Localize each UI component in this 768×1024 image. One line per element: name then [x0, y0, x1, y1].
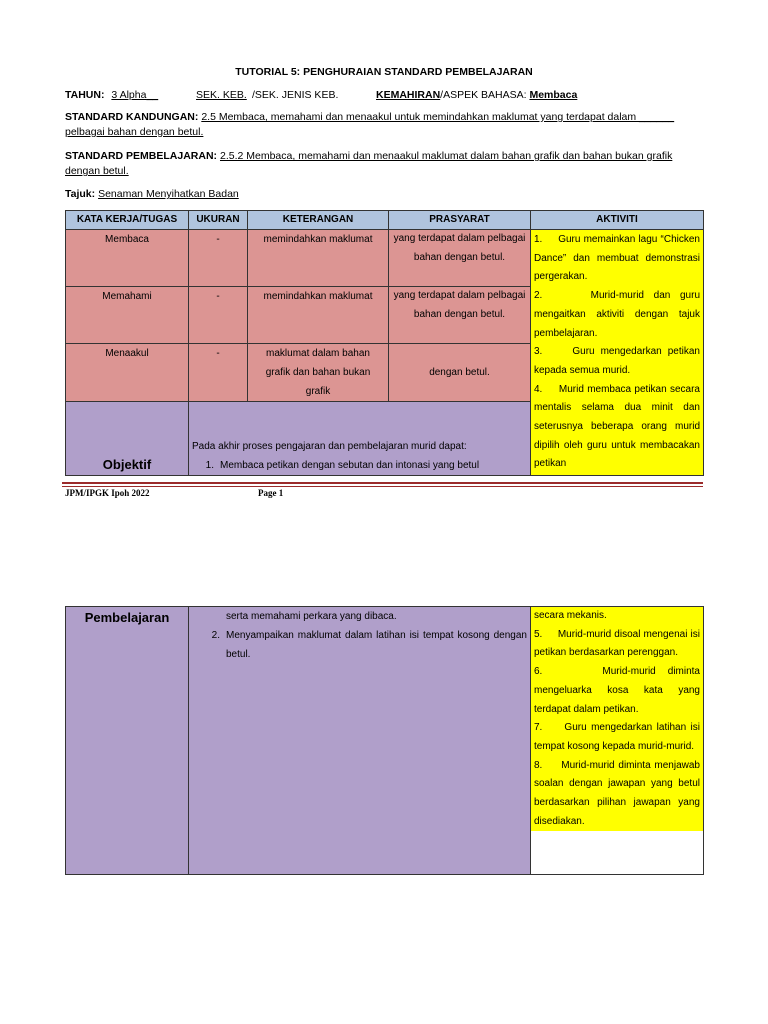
document-title: TUTORIAL 5: PENGHURAIAN STANDARD PEMBELAJARAN — [235, 66, 533, 78]
aktiviti-item: 7. Guru mengedarkan latihan isi tempat kosong kepada murid-murid. — [534, 722, 700, 752]
header-keterangan: KETERANGAN — [248, 211, 389, 230]
aktiviti-item: 3. Guru mengedarkan petikan kepada semua murid. — [534, 346, 700, 376]
sk-label: STANDARD KANDUNGAN: — [65, 111, 199, 123]
prasyarat-cell: yang terdapat dalam pelbagai bahan dengan betul. — [389, 230, 531, 287]
tahun-label: TAHUN: — [65, 89, 105, 101]
table-row — [66, 230, 704, 287]
table-row — [66, 607, 704, 875]
tahun-line — [65, 88, 705, 103]
objektif-continued: serta memahami perkara yang dibaca. — [226, 611, 397, 622]
kata-cell: Memahami — [66, 287, 189, 344]
aktiviti-item: 5. Murid-murid disoal mengenai isi petikan berdasarkan perenggan. — [534, 628, 700, 659]
tajuk-value: Senaman Menyihatkan Badan — [98, 188, 239, 200]
tahun-blank: __ — [146, 89, 159, 101]
aktiviti-item: secara mekanis. — [534, 610, 607, 621]
kata-cell: Membaca — [66, 230, 189, 287]
lesson-table — [65, 210, 704, 476]
header-aktiviti: AKTIVITI — [531, 211, 704, 230]
objektif-cell — [189, 607, 531, 875]
aktiviti-item: 8. Murid-murid diminta menjawab soalan dengan jawapan yang betul berdasarkan pilihan jawapan yang disediakan. — [534, 759, 700, 827]
objektif-cell — [189, 402, 531, 476]
aktiviti-cell — [531, 607, 704, 875]
objektif-item: 2. Menyampaikan maklumat dalam latihan isi tempat kosong dengan betul. — [211, 630, 527, 660]
sp-label: STANDARD PEMBELAJARAN: — [65, 150, 218, 162]
aktiviti-item: 2. Murid-murid dan guru mengaitkan aktiviti dengan tajuk pembelajaran. — [534, 290, 700, 339]
footer-page-number: Page 1 — [258, 488, 284, 498]
keterangan-cell: memindahkan maklumat — [248, 230, 389, 287]
sk-value-1: 2.5 Membaca, memahami dan menaakul untuk memindahkan maklumat yang terdapat dalam ______ — [201, 111, 675, 123]
ukuran-cell: - — [189, 230, 248, 287]
ukuran-cell: - — [189, 344, 248, 402]
aktiviti-item: 4. Murid membaca petikan secara mentalis selama dua minit dan seterusnya beberapa orang murid dipilih oleh guru untuk membacakan petikan — [534, 383, 700, 470]
sk-value-2: pelbagai bahan dengan betul. — [65, 126, 204, 138]
prasyarat-cell: yang terdapat dalam pelbagai bahan dengan betul. — [389, 287, 531, 344]
standard-pembelajaran — [65, 149, 705, 179]
aktiviti-cell — [531, 230, 704, 476]
header-kata-kerja: KATA KERJA/TUGAS — [66, 211, 189, 230]
header-ukuran: UKURAN — [189, 211, 248, 230]
keterangan-cell: memindahkan maklumat — [248, 287, 389, 344]
objektif-label: Objektif — [66, 402, 189, 476]
sp-value-1: 2.5.2 Membaca, memahami dan menaakul maklumat dalam bahan grafik dan bahan bukan grafik — [219, 150, 673, 162]
keterangan-cell: maklumat dalam bahan grafik dan bahan bukan grafik — [248, 344, 389, 402]
table-header-row — [66, 211, 704, 230]
sek-jenis-keb: /SEK. JENIS KEB. — [252, 89, 339, 101]
kata-cell: Menaakul — [66, 344, 189, 402]
kemahiran-label: KEMAHIRAN — [376, 89, 441, 101]
lesson-table-continued — [65, 606, 704, 875]
tajuk-label: Tajuk: — [65, 188, 96, 200]
standard-kandungan — [65, 110, 705, 140]
header-prasyarat: PRASYARAT — [389, 211, 531, 230]
prasyarat-cell: dengan betul. — [389, 344, 531, 402]
objektif-item: 1. Membaca petikan dengan sebutan dan intonasi yang betul — [205, 460, 480, 471]
footer-left: JPM/IPGK Ipoh 2022 — [65, 488, 150, 498]
sp-value-2: dengan betul. — [65, 165, 129, 177]
footer-rule — [62, 482, 703, 484]
ukuran-cell: - — [189, 287, 248, 344]
tajuk-line — [65, 187, 705, 202]
pembelajaran-label: Pembelajaran — [66, 607, 189, 875]
aktiviti-item: 6. Murid-murid diminta mengeluarka kosa kata yang terdapat dalam petikan. — [534, 666, 700, 715]
aktiviti-item: 1. Guru memainkan lagu “Chicken Dance” dan membuat demonstrasi pergerakan. — [534, 234, 700, 283]
aspek-value: Membaca — [529, 89, 578, 101]
aspek-label: /ASPEK BAHASA: — [440, 89, 527, 101]
objektif-intro: Pada akhir proses pengajaran dan pembelajaran murid dapat: — [192, 441, 467, 452]
footer-rule — [62, 486, 703, 487]
sek-keb: SEK. KEB. — [196, 89, 247, 101]
tahun-value: 3 Alpha — [111, 89, 147, 101]
